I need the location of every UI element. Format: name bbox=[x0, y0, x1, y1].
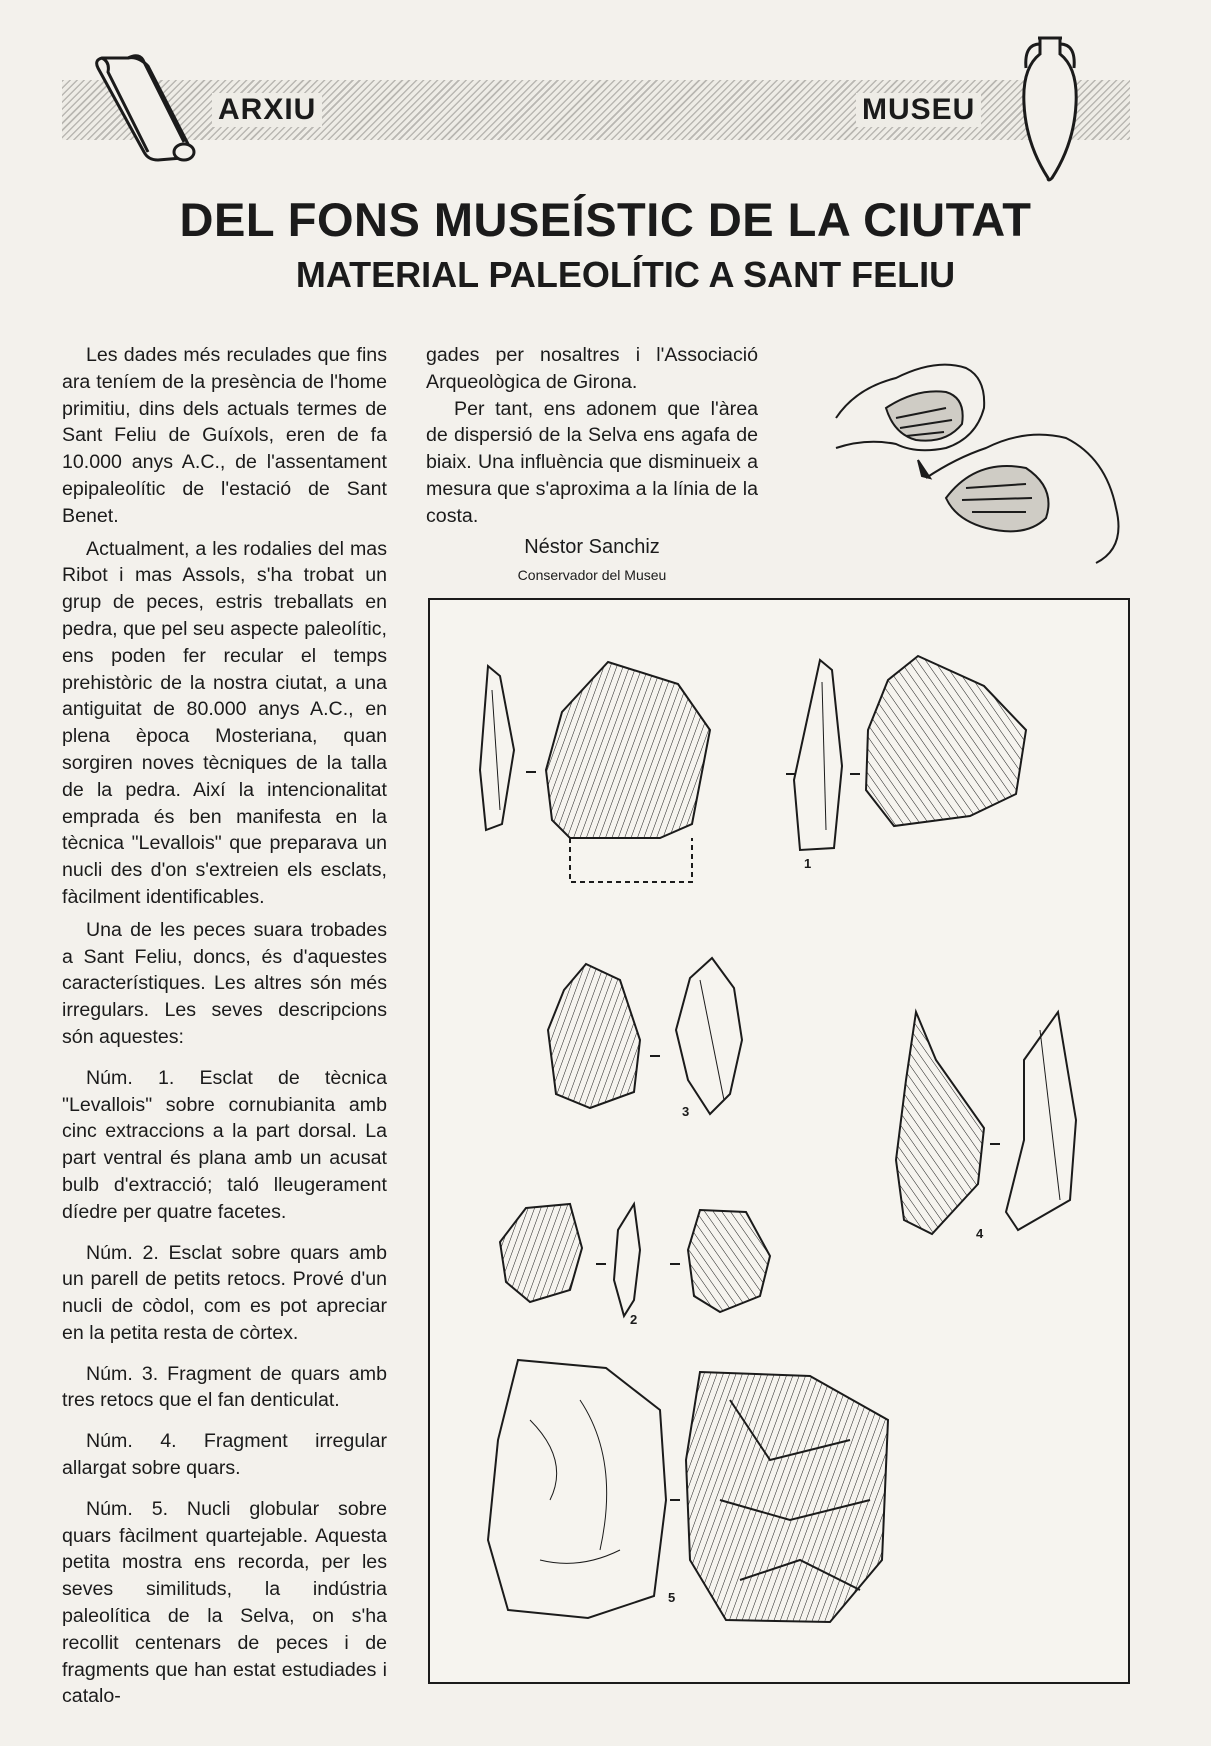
lithic-pieces-figure bbox=[428, 598, 1130, 1684]
article-column-1 bbox=[62, 342, 387, 1716]
item-description-4: Núm. 4. Fragment irregular allargat sobre quars. bbox=[62, 1430, 387, 1480]
article-column-2 bbox=[426, 342, 758, 589]
figure-label-1: 1 bbox=[804, 856, 812, 871]
piece-3 bbox=[548, 958, 742, 1114]
item-description-2: Núm. 2. Esclat sobre quars amb un parell de petits retocs. Prové d'un nucli de còdol, com es pot apreciar en la petita resta de còrtex. bbox=[62, 1241, 387, 1344]
item-description-1: Núm. 1. Esclat de tècnica "Levallois" sobre cornubianita amb cinc extraccions a la part dorsal. La part ventral és plana amb un acusat bulb d'extracció; taló lleugerament díedre per quatre facetes. bbox=[62, 1066, 387, 1223]
figure-label-2: 2 bbox=[630, 1312, 638, 1327]
article-subtitle: MATERIAL PALEOLÍTIC A SANT FELIU bbox=[295, 254, 956, 295]
paragraph: Les dades més reculades que fins ara teníem de la presència de l'home primitiu, dins dels actuals termes de Sant Feliu de Guíxols, eren de fa 10.000 anys A.C., de l'assentament epipaleolític de l'estació de Sant Benet. bbox=[62, 344, 387, 527]
amphora-icon bbox=[1018, 34, 1082, 184]
author-name: Néstor Sanchiz bbox=[524, 535, 660, 558]
scroll-icon bbox=[88, 48, 198, 166]
paragraph: Una de les peces suara trobades a Sant Feliu, doncs, és d'aquestes característiques. Les altres són més irregulars. Les seves descripcions són aquestes: bbox=[62, 918, 387, 1048]
piece-1 bbox=[480, 656, 1026, 882]
author-role: Conservador del Museu bbox=[517, 567, 667, 584]
piece-2 bbox=[500, 1204, 770, 1316]
hands-knapping-illustration bbox=[826, 348, 1126, 570]
piece-5 bbox=[488, 1360, 888, 1622]
paragraph: gades per nosaltres i l'Associació Arqueològica de Girona. bbox=[426, 344, 758, 393]
item-description-5: Núm. 5. Nucli globular sobre quars fàcilment quartejable. Aquesta petita mostra ens recorda, per les seves similituds, la indústria paleolítica de la Selva, on s'ha recollit centenars de peces i de fragments que han estat estudiades i catalo- bbox=[62, 1497, 387, 1708]
piece-4 bbox=[896, 1012, 1076, 1234]
header-label-arxiu: ARXIU bbox=[212, 93, 322, 127]
article-title: DEL FONS MUSEÍSTIC DE LA CIUTAT bbox=[179, 193, 1032, 246]
item-description-3: Núm. 3. Fragment de quars amb tres retocs que el fan denticulat. bbox=[62, 1362, 387, 1412]
figure-label-5: 5 bbox=[668, 1590, 676, 1605]
figure-label-3: 3 bbox=[682, 1104, 690, 1119]
figure-label-4: 4 bbox=[976, 1226, 984, 1241]
header-label-museu: MUSEU bbox=[856, 93, 981, 127]
paragraph: Actualment, a les rodalies del mas Ribot i mas Assols, s'ha trobat un grup de peces, estris treballats en pedra, que pel seu aspecte paleolític, ens poden fer recular el temps prehistòric de la nostra ciutat, a una antiguitat de 80.000 anys A.C., en plena època Mosteriana, quan sorgiren noves tècniques de la talla de la pedra. Així la intencionalitat emprada és ben manifesta en la tècnica "Levallois" que preparava un nucli des d'on s'extreien els esclats, fàcilment identificables. bbox=[62, 537, 387, 908]
paragraph: Per tant, ens adonem que l'àrea de dispersió de la Selva ens agafa de biaix. Una influència que disminueix a mesura que s'aproxima a la línia de la costa. bbox=[426, 397, 758, 527]
